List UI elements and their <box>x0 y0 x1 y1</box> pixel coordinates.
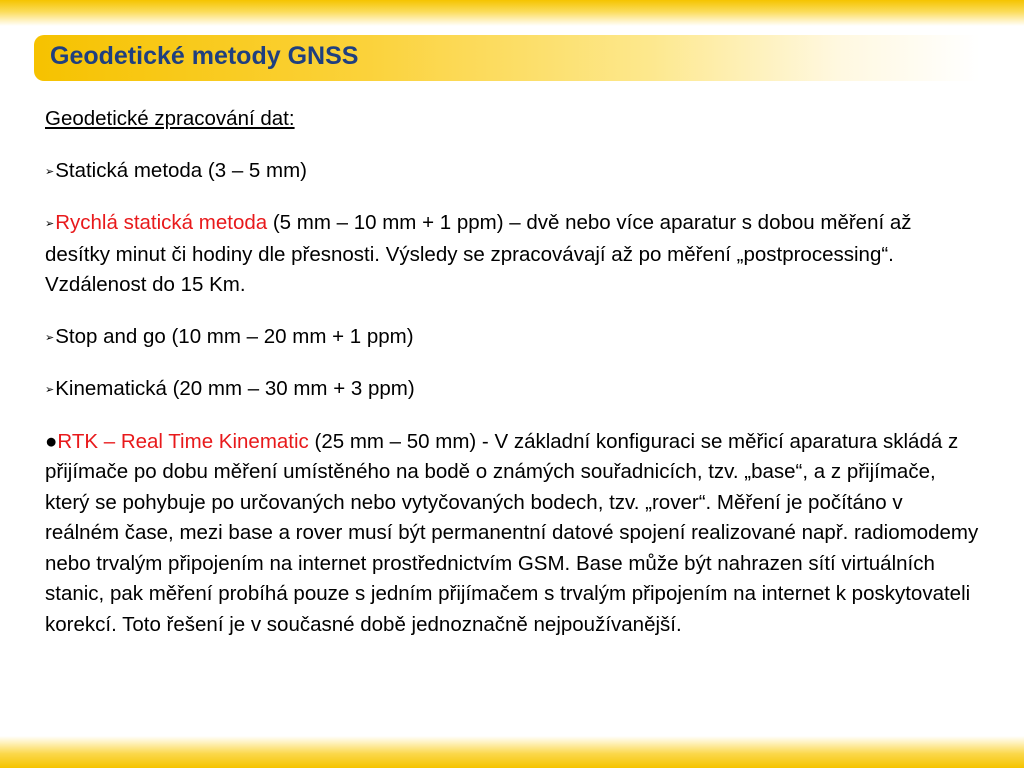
highlighted-term: RTK – Real Time Kinematic <box>57 429 309 453</box>
list-item-text: (25 mm – 50 mm) - V základní konfiguraci se měřicí aparatura skládá z přijímače po dobu měření umístěného na bodě o známých souřadnicích, tzv. „base“, a z přijímače, který se pohybuje po určovaných nebo vytyčovaných bodech, tzv. „rover“. Měření je počítáno v reálném čase, mezi base a rover musí být permanentní datové spojení realizované např. radiomodemy nebo trvalým připojením na internet prostřednictvím GSM. Base může být nahrazen sítí virtuálních stanic, pak měření probíhá pouze s jedním přijímačem s trvalým připojením na internet k poskytovateli korekcí. Toto řešení je v současné době jednoznačně nejpoužívanější. <box>45 429 979 636</box>
top-decorative-band <box>0 0 1024 26</box>
list-item-text: Stop and go (10 mm – 20 mm + 1 ppm) <box>55 324 414 348</box>
bottom-decorative-band <box>0 736 1024 768</box>
list-item-rapid-static <box>45 208 980 301</box>
list-item-rtk <box>45 427 980 641</box>
list-item-text: Kinematická (20 mm – 30 mm + 3 ppm) <box>55 377 415 400</box>
list-item-static <box>45 156 980 188</box>
list-item-stop-and-go <box>45 322 980 354</box>
section-subheading: Geodetické zpracování dat: <box>45 107 295 130</box>
arrow-bullet-icon: ➢ <box>45 218 55 230</box>
slide-title: Geodetické metody GNSS <box>50 42 359 70</box>
arrow-bullet-icon: ➢ <box>45 331 55 344</box>
dot-bullet-icon: ● <box>45 429 58 453</box>
slide-content <box>45 104 980 661</box>
list-item-text: Statická metoda (3 – 5 mm) <box>55 158 308 182</box>
list-item-text: (5 mm – 10 mm + 1 ppm) – dvě nebo více aparatur s dobou měření až desítky minut či hodiny dle přesnosti. Výsledy se zpracovávají až po měření „postprocessing“. Vzdálenost do 15 Km. <box>45 211 912 296</box>
arrow-bullet-icon: ➢ <box>45 165 55 178</box>
arrow-bullet-icon: ➢ <box>45 384 55 396</box>
highlighted-term: Rychlá statická metoda <box>55 211 268 234</box>
list-item-kinematic <box>45 374 980 406</box>
